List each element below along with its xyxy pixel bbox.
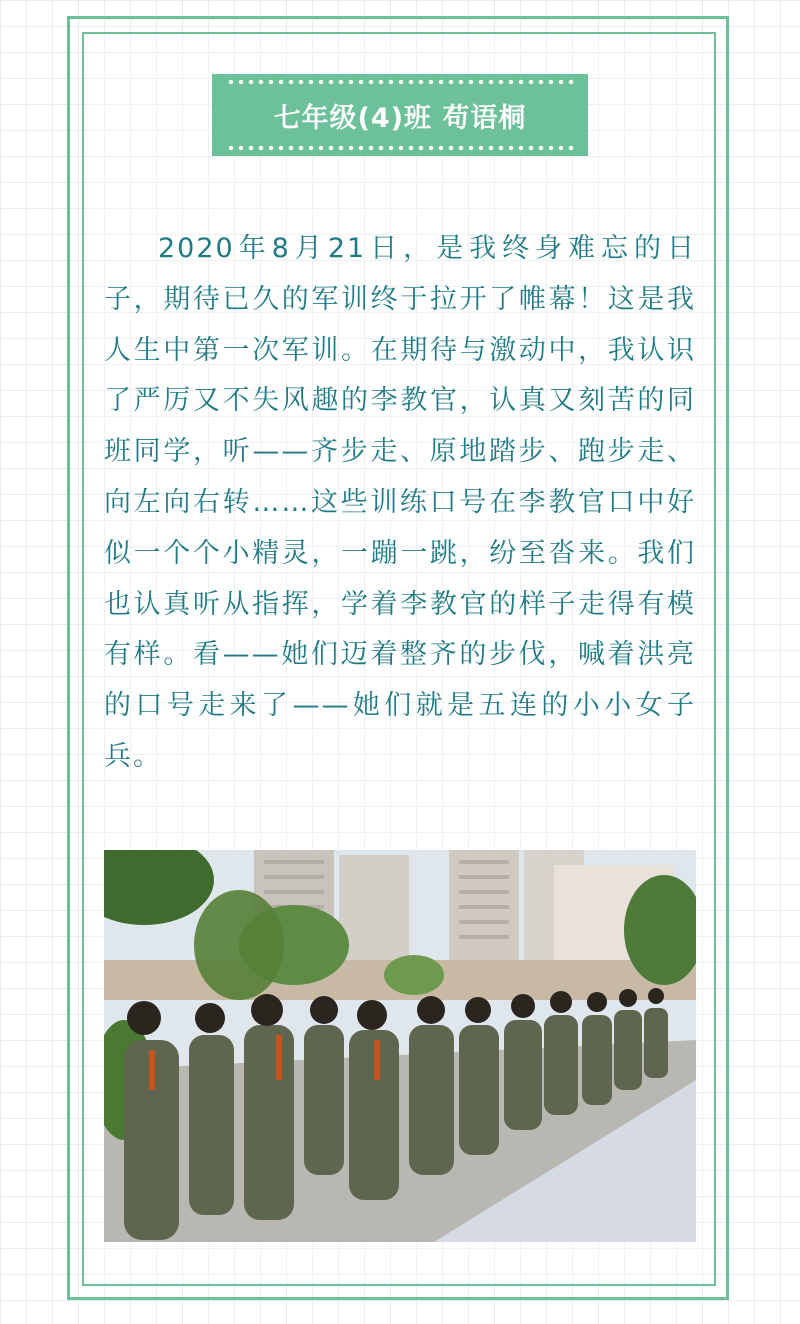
- article-paragraph: 2020年8月21日，是我终身难忘的日子，期待已久的军训终于拉开了帷幕！这是我人生中第一次军训。在期待与激动中，我认识了严厉又不失风趣的李教官，认真又刻苦的同班同学，听——齐步走、原地踏步、跑步走、向左向右转……这些训练口号在李教官口中好似一个个小精灵，一蹦一跳，纷至沓来。我们也认真听从指挥，学着李教官的样子走得有模有样。看——她们迈着整齐的步伐，喊着洪亮的口号走来了——她们就是五连的小小女子兵。: [104, 233, 696, 772]
- dotted-line-bottom: [226, 145, 574, 151]
- title-banner: [212, 74, 588, 156]
- page-title: 七年级(4)班 苟语桐: [273, 103, 527, 134]
- military-training-photo: [104, 850, 696, 1242]
- dotted-line-top: [226, 79, 574, 85]
